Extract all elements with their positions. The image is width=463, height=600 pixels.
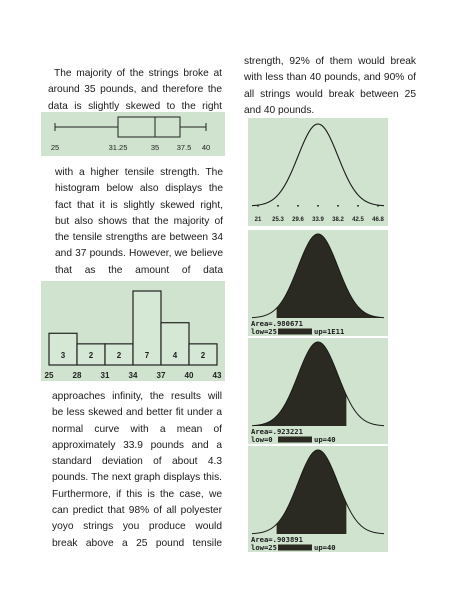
calc-input-box — [278, 329, 312, 335]
histogram-count-label: 4 — [172, 351, 178, 360]
calc-up-readout: up=40 — [314, 435, 336, 444]
boxplot-chart — [41, 112, 225, 156]
calc-graph — [248, 446, 388, 552]
text-line: strength, 92% of them would break — [244, 56, 416, 67]
text-line: that as the amount of data — [55, 264, 223, 276]
boxplot-label-max: 40 — [201, 143, 211, 152]
left-paragraph-1 — [48, 66, 222, 115]
normal-tick-mark — [277, 205, 279, 207]
text-line: pounds. The next graph displays this. — [52, 472, 222, 484]
text-line: break above a 25 pound tensile — [52, 537, 222, 549]
normal-tick-label: 29.6 — [292, 217, 304, 223]
calc-screen-3 — [248, 446, 388, 552]
text-line: approaches infinity, the results will — [52, 391, 222, 402]
histogram-tick-label: 37 — [156, 371, 166, 380]
text-line: around 35 pounds, and therefore the — [48, 84, 222, 96]
text-line: and 40 pounds. — [244, 104, 315, 116]
text-line: with a higher tensile strength. The — [55, 167, 223, 178]
histogram-count-label: 2 — [88, 351, 94, 360]
normal-tick-mark — [377, 205, 379, 207]
calc-low-readout: low=0 — [251, 435, 273, 444]
calc-input-box — [278, 545, 312, 551]
boxplot-label-median: 35 — [150, 143, 160, 152]
calc-screen-2 — [248, 338, 388, 444]
text-line: with less than 40 pounds, and 90% of — [244, 72, 416, 84]
normal-tick-mark — [257, 205, 259, 207]
normal-tick-label: 25.3 — [272, 217, 284, 223]
text-line: but also shows that the majority of — [55, 215, 223, 227]
histogram-tick-label: 31 — [100, 371, 110, 380]
histogram-count-label: 7 — [144, 351, 150, 360]
normal-tick-mark — [337, 205, 339, 207]
text-line: standard deviation of about 4.3 — [52, 456, 222, 468]
histogram-tick-label: 28 — [72, 371, 82, 380]
normal-curve-line — [252, 124, 384, 206]
histogram-count-label: 3 — [60, 351, 66, 360]
boxplot-label-q3: 37.5 — [176, 143, 192, 152]
text-line: histogram below also displays the — [55, 183, 223, 195]
histogram-count-label: 2 — [200, 351, 206, 360]
histogram-tick-label: 25 — [44, 371, 54, 380]
calc-graph — [248, 338, 388, 444]
calc-graph — [248, 230, 388, 336]
text-line: yoyo strings you produce would — [52, 521, 222, 533]
text-line: all strings would break between 25 — [244, 88, 416, 100]
text-line: be less skewed and better fit under a — [52, 407, 222, 419]
histogram-tick-label: 40 — [184, 371, 194, 380]
boxplot-label-q1: 31.25 — [108, 143, 128, 152]
text-line: fact that it is slightly skewed right, — [55, 199, 223, 211]
text-line: and 37 pounds. However, we believe — [55, 248, 223, 260]
normal-tick-mark — [317, 205, 319, 207]
normal-curve-panel — [248, 118, 388, 226]
normal-tick-label: 38.2 — [332, 217, 344, 223]
text-line: Furthermore, if this is the case, we — [52, 488, 222, 500]
normal-tick-mark — [357, 205, 359, 207]
normal-tick-label: 33.9 — [312, 217, 324, 223]
calc-low-readout: low=25 — [251, 543, 277, 552]
normal-curve-chart — [248, 118, 388, 226]
calc-screen-1 — [248, 230, 388, 336]
histogram-tick-label: 34 — [128, 371, 138, 380]
right-paragraph-1 — [244, 54, 416, 119]
text-line: the tensile strengths are between 34 — [55, 232, 223, 244]
boxplot-box — [118, 117, 180, 137]
boxplot-panel — [41, 112, 225, 156]
calc-low-readout: low=25 — [251, 327, 277, 336]
normal-tick-label: 21 — [254, 217, 262, 223]
text-line: approximately 33.9 pounds and a — [52, 439, 222, 451]
text-line: The majority of the strings broke at — [54, 68, 222, 79]
left-paragraph-3 — [52, 389, 222, 552]
normal-tick-label: 42.5 — [352, 217, 364, 223]
text-line: normal curve with a mean of — [52, 423, 222, 435]
calc-up-readout: up=40 — [314, 543, 336, 552]
histogram-tick-label: 43 — [212, 371, 222, 380]
calc-area-readout: Area=.923221 — [251, 427, 303, 436]
calc-up-readout: up=1E11 — [314, 327, 345, 336]
histogram-bar — [49, 333, 77, 365]
left-paragraph-2 — [55, 165, 223, 279]
boxplot-label-min: 25 — [50, 143, 60, 152]
histogram-chart — [41, 281, 225, 381]
text-line: data is slightly skewed to the right — [48, 100, 222, 112]
calc-input-box — [278, 437, 312, 443]
text-line: can predict that 98% of all polyester — [52, 505, 222, 517]
calc-shaded-area — [277, 234, 384, 318]
calc-area-readout: Area=.903891 — [251, 535, 303, 544]
normal-tick-mark — [297, 205, 299, 207]
histogram-panel — [41, 281, 225, 381]
calc-shaded-area — [277, 450, 347, 534]
histogram-count-label: 2 — [116, 351, 122, 360]
calc-area-readout: Area=.980671 — [251, 319, 303, 328]
calc-shaded-area — [252, 342, 346, 426]
normal-tick-label: 46.8 — [372, 217, 384, 223]
